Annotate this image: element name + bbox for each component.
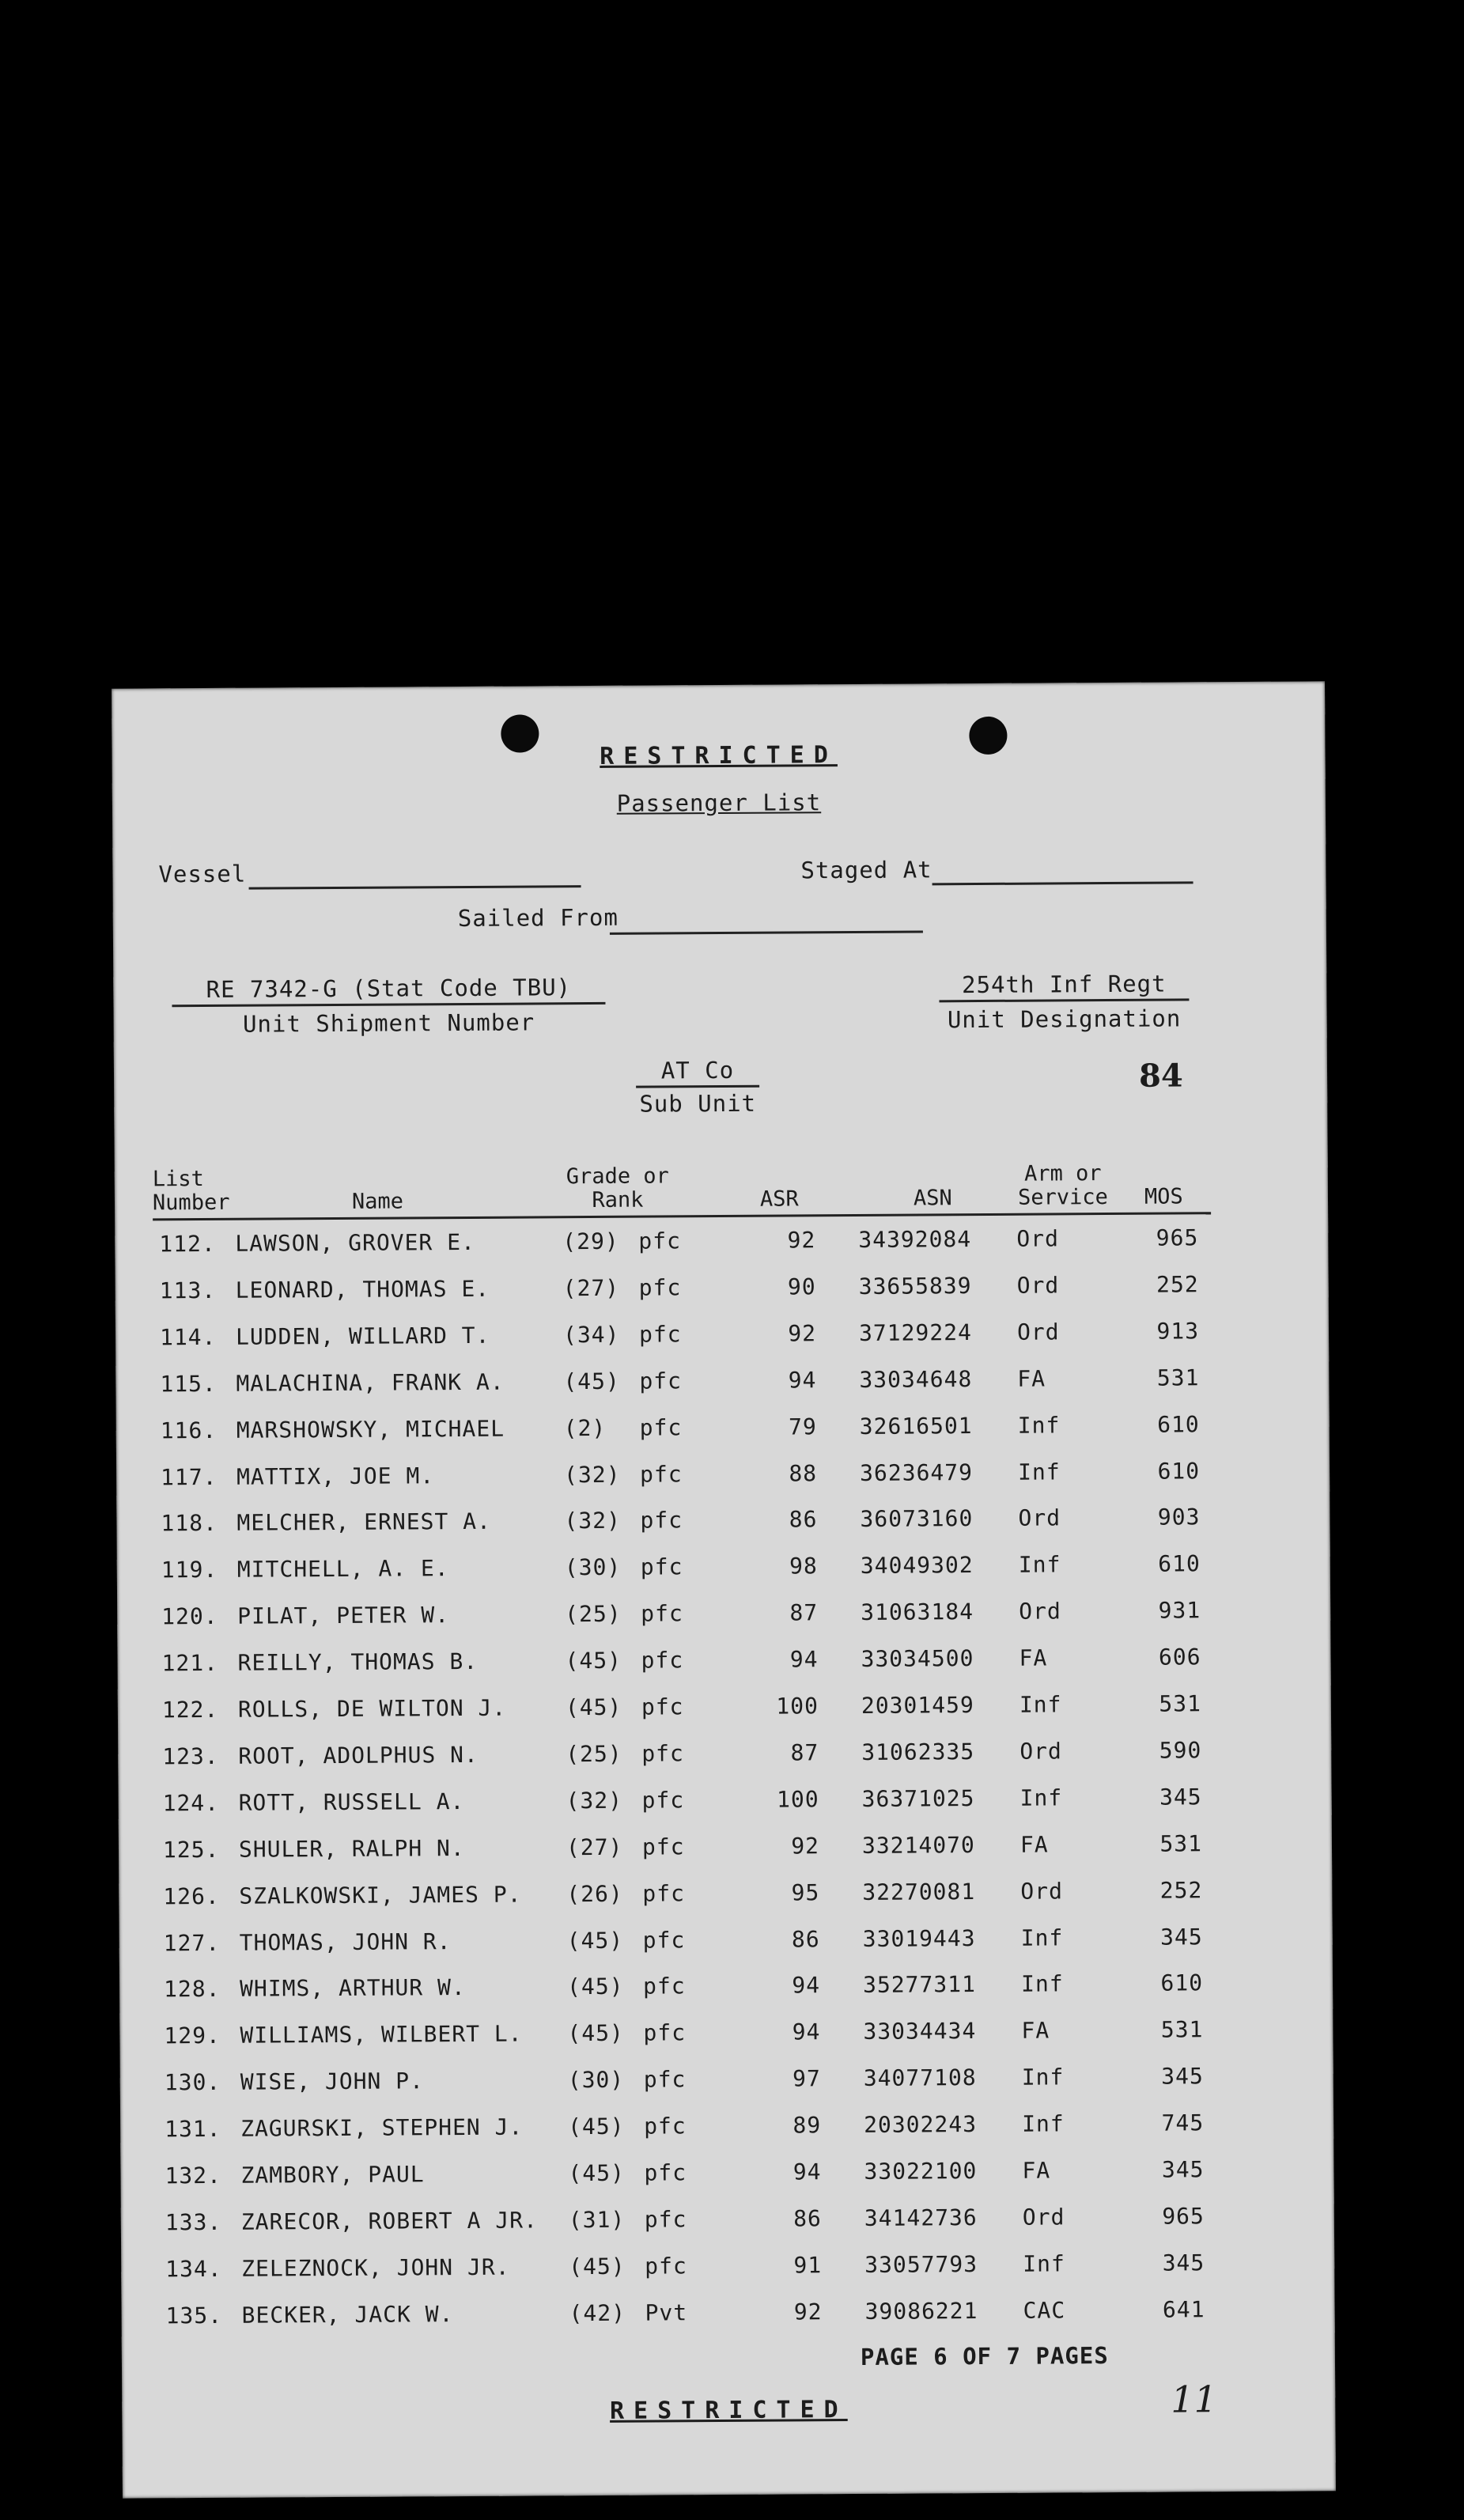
table-row	[117, 1550, 1330, 1603]
asn-cell: 34392084	[858, 1226, 972, 1253]
asr-cell: 98	[789, 1553, 818, 1580]
table-row	[119, 2016, 1333, 2069]
list-number-cell: 121.	[161, 1649, 219, 1677]
table-row	[115, 1270, 1329, 1323]
table-row	[119, 1829, 1332, 1882]
list-number-cell: 128.	[163, 1976, 221, 2003]
asr-cell: 94	[789, 1646, 819, 1673]
grade-code-cell: (45)	[569, 2253, 626, 2280]
col-asr: ASR	[759, 1186, 799, 1212]
asr-cell: 94	[793, 2159, 822, 2185]
mos-cell: 590	[1159, 1737, 1202, 1764]
grade-cell: pfc	[644, 2206, 687, 2233]
grade-code-cell: (45)	[565, 1693, 622, 1721]
shipment-number-line	[172, 1002, 605, 1007]
grade-code-cell: (32)	[564, 1508, 622, 1534]
classification-footer: RESTRICTED	[609, 2396, 848, 2425]
arm-cell: FA	[1022, 2157, 1051, 2184]
grade-code-cell: (31)	[568, 2206, 626, 2234]
name-cell: LEONARD, THOMAS E.	[235, 1275, 490, 1304]
name-cell: ZARECOR, ROBERT A JR.	[240, 2207, 538, 2235]
mos-cell: 903	[1157, 1504, 1201, 1531]
grade-cell: pfc	[638, 1321, 682, 1348]
grade-cell: pfc	[639, 1368, 683, 1394]
table-row	[121, 2295, 1334, 2348]
grade-code-cell: (27)	[566, 1833, 623, 1860]
list-number-cell: 129.	[164, 2022, 221, 2049]
passenger-table-body	[115, 1224, 1328, 2329]
asr-cell: 92	[791, 1832, 820, 1860]
asn-cell: 33019443	[862, 1924, 976, 1952]
arm-cell: Inf	[1019, 1691, 1062, 1718]
mos-cell: 345	[1162, 2249, 1205, 2276]
asr-cell: 92	[787, 1227, 816, 1254]
mos-cell: 641	[1162, 2295, 1205, 2323]
list-number-cell: 120.	[161, 1603, 218, 1630]
grade-cell: pfc	[640, 1553, 683, 1580]
col-list-number	[153, 1167, 255, 1216]
mos-cell: 345	[1160, 1923, 1203, 1951]
shipment-number-label: Unit Shipment Number	[242, 1008, 535, 1038]
name-cell: MATTIX, JOE M.	[236, 1462, 435, 1490]
asr-cell: 97	[792, 2065, 821, 2092]
asr-cell: 95	[791, 1879, 820, 1906]
grade-cell: pfc	[641, 1647, 684, 1674]
asr-cell: 90	[787, 1273, 816, 1300]
grade-cell: pfc	[642, 1879, 686, 1907]
grade-code-cell: (29)	[562, 1228, 619, 1255]
arm-cell: Ord	[1016, 1319, 1060, 1345]
table-row	[115, 1317, 1329, 1370]
name-cell: ROOT, ADOLPHUS N.	[238, 1741, 479, 1769]
name-cell: SZALKOWSKI, JAMES P.	[239, 1881, 522, 1909]
grade-cell: pfc	[641, 1833, 685, 1860]
list-number-cell: 117.	[161, 1463, 218, 1490]
mos-cell: 606	[1158, 1644, 1201, 1671]
grade-cell: pfc	[638, 1228, 681, 1254]
mos-cell: 345	[1161, 2156, 1205, 2183]
grade-code-cell: (25)	[566, 1740, 622, 1768]
arm-cell: Ord	[1020, 1738, 1062, 1765]
unit-designation-label: Unit Designation	[947, 1005, 1182, 1034]
list-number-cell: 135.	[165, 2302, 223, 2329]
list-number-cell: 124.	[162, 1789, 220, 1817]
handwritten-mark: 11	[1171, 2378, 1217, 2421]
staged-at-field-line	[932, 881, 1194, 885]
asn-cell: 33655839	[858, 1272, 972, 1300]
asn-cell: 33057793	[864, 2250, 978, 2278]
asr-cell: 94	[792, 2019, 821, 2045]
arm-cell: Inf	[1021, 2064, 1065, 2091]
list-number-cell: 127.	[163, 1929, 221, 1956]
grade-cell: Pvt	[645, 2299, 688, 2326]
list-number-cell: 126.	[163, 1882, 220, 1909]
grade-code-cell: (34)	[562, 1321, 620, 1349]
arm-cell: Ord	[1016, 1225, 1059, 1252]
name-cell: MELCHER, ERNEST A.	[236, 1508, 492, 1537]
page-indicator: PAGE 6 OF 7 PAGES	[860, 2342, 1109, 2371]
mos-cell: 931	[1158, 1597, 1201, 1624]
unit-designation-value: 254th Inf Regt	[962, 970, 1167, 999]
grade-code-cell: (45)	[563, 1368, 620, 1394]
arm-cell: Ord	[1018, 1504, 1061, 1532]
form-title: Passenger List	[616, 789, 822, 817]
asn-cell: 32616501	[859, 1412, 973, 1440]
grade-code-cell: (2)	[563, 1414, 607, 1441]
asr-cell: 92	[793, 2298, 823, 2325]
classification-header: RESTRICTED	[600, 741, 838, 770]
name-cell: WISE, JOHN P.	[240, 2068, 425, 2095]
list-number-cell: 112.	[159, 1230, 216, 1258]
list-number-cell: 122.	[161, 1696, 219, 1724]
table-row	[119, 1783, 1332, 1836]
list-number-cell: 131.	[165, 2115, 221, 2143]
grade-code-cell: (45)	[568, 2159, 626, 2187]
grade-cell: pfc	[645, 2253, 687, 2280]
asn-cell: 33022100	[864, 2158, 978, 2185]
mos-cell: 252	[1159, 1876, 1203, 1904]
grade-cell: pfc	[639, 1413, 683, 1441]
arm-cell: FA	[1021, 2017, 1050, 2045]
table-row	[115, 1364, 1329, 1417]
name-cell: ZAMBORY, PAUL	[240, 2161, 425, 2189]
sub-unit-label: Sub Unit	[639, 1089, 757, 1118]
asn-cell: 20301459	[861, 1692, 974, 1719]
list-number-cell: 118.	[161, 1510, 218, 1537]
asn-cell: 35277311	[862, 1971, 977, 1999]
arm-cell: Inf	[1022, 2110, 1065, 2137]
arm-cell: Ord	[1022, 2204, 1065, 2231]
name-cell: WILLIAMS, WILBERT L.	[240, 2020, 523, 2049]
mos-cell: 531	[1159, 1690, 1201, 1717]
asr-cell: 86	[791, 1925, 820, 1952]
name-cell: ZAGURSKI, STEPHEN J.	[240, 2113, 524, 2142]
name-cell: WHIMS, ARTHUR W.	[239, 1974, 466, 2003]
table-row	[117, 1597, 1330, 1650]
col-arm-label: Arm or Service	[1017, 1161, 1108, 1210]
grade-cell: pfc	[644, 2113, 687, 2140]
asn-cell: 37129224	[858, 1319, 972, 1346]
list-number-cell: 113.	[159, 1277, 217, 1304]
grade-cell: pfc	[638, 1274, 682, 1301]
asn-cell: 36371025	[861, 1784, 975, 1812]
mos-cell: 531	[1156, 1364, 1200, 1391]
table-row	[116, 1504, 1330, 1557]
table-row	[115, 1224, 1328, 1277]
asr-cell: 94	[792, 1972, 821, 1999]
col-grade-label: Grade or Rank	[566, 1164, 669, 1213]
grade-cell: pfc	[641, 1787, 685, 1814]
grade-code-cell: (45)	[566, 1927, 624, 1954]
grade-cell: pfc	[644, 2159, 687, 2186]
asn-cell: 34077108	[863, 2064, 977, 2092]
asn-cell: 33034434	[863, 2018, 977, 2045]
name-cell: PILAT, PETER W.	[237, 1602, 450, 1629]
grade-code-cell: (27)	[562, 1274, 620, 1302]
name-cell: ROTT, RUSSELL A.	[238, 1788, 465, 1816]
arm-cell: Inf	[1020, 1784, 1063, 1811]
list-number-cell: 123.	[162, 1742, 219, 1770]
grade-cell: pfc	[643, 2019, 687, 2046]
arm-cell: CAC	[1023, 2297, 1066, 2324]
list-number-cell: 130.	[164, 2069, 221, 2096]
list-number-cell: 133.	[165, 2208, 222, 2236]
col-list-number-label: List Number	[152, 1167, 230, 1216]
grade-code-cell: (45)	[566, 1973, 624, 2000]
list-number-cell: 134.	[165, 2255, 222, 2283]
list-number-cell: 115.	[160, 1370, 217, 1398]
name-cell: MARSHOWSKY, MICHAEL	[236, 1415, 505, 1444]
arm-cell: Inf	[1023, 2250, 1065, 2277]
name-cell: MALACHINA, FRANK A.	[236, 1368, 505, 1397]
arm-cell: Ord	[1020, 1877, 1064, 1905]
asn-cell: 33034500	[861, 1645, 974, 1673]
asn-cell: 33034648	[859, 1365, 973, 1393]
arm-cell: Ord	[1016, 1272, 1060, 1299]
asr-cell: 94	[788, 1366, 817, 1394]
asr-cell: 92	[788, 1320, 817, 1347]
list-number-cell: 114.	[159, 1323, 217, 1351]
asn-cell: 31063184	[861, 1599, 974, 1626]
grade-code-cell: (25)	[565, 1600, 622, 1628]
col-name: Name	[351, 1189, 404, 1214]
grade-cell: pfc	[641, 1600, 683, 1627]
name-cell: REILLY, THOMAS B.	[237, 1648, 479, 1676]
col-asn: ASN	[913, 1186, 952, 1211]
mos-cell: 252	[1156, 1271, 1199, 1298]
mos-cell: 913	[1156, 1318, 1200, 1345]
name-cell: ZELEZNOCK, JOHN JR.	[241, 2253, 510, 2282]
mos-cell: 610	[1157, 1457, 1201, 1485]
list-number-cell: 132.	[165, 2162, 222, 2189]
grade-cell: pfc	[641, 1693, 684, 1720]
asn-cell: 36073160	[860, 1505, 974, 1533]
name-cell: THOMAS, JOHN R.	[239, 1928, 452, 1956]
grade-cell: pfc	[640, 1460, 683, 1488]
list-number-cell: 119.	[161, 1557, 218, 1584]
grade-code-cell: (45)	[565, 1647, 622, 1674]
asr-cell: 89	[793, 2112, 822, 2139]
grade-cell: pfc	[641, 1740, 684, 1767]
table-row	[120, 2062, 1333, 2115]
arm-cell: FA	[1020, 1831, 1049, 1858]
mos-cell: 531	[1159, 1829, 1203, 1857]
mos-cell: 345	[1159, 1784, 1202, 1811]
name-cell: SHULER, RALPH N.	[238, 1834, 465, 1863]
document-page	[112, 681, 1336, 2498]
arm-cell: FA	[1019, 1644, 1048, 1671]
grade-code-cell: (42)	[569, 2299, 626, 2326]
name-cell: LUDDEN, WILLARD T.	[235, 1322, 490, 1350]
table-row	[119, 1969, 1333, 2022]
asr-cell: 79	[788, 1413, 817, 1440]
list-number-cell: 125.	[162, 1836, 220, 1864]
grade-code-cell: (26)	[566, 1880, 623, 1907]
list-number-cell: 116.	[160, 1417, 218, 1444]
vessel-field-line	[249, 885, 581, 890]
sub-unit-value: AT Co	[660, 1056, 735, 1084]
grade-code-cell: (32)	[566, 1787, 623, 1814]
grade-code-cell: (45)	[567, 2020, 624, 2047]
asn-cell: 33214070	[861, 1831, 975, 1859]
table-row	[116, 1457, 1330, 1510]
asr-cell: 87	[790, 1739, 819, 1766]
mos-cell: 531	[1160, 2016, 1204, 2043]
unit-designation-line	[939, 998, 1189, 1002]
arm-cell: Inf	[1020, 1970, 1064, 1998]
grade-code-cell: (45)	[568, 2113, 625, 2140]
shipment-number-value: RE 7342-G (Stat Code TBU)	[206, 974, 572, 1003]
asr-cell: 87	[789, 1599, 819, 1626]
grade-code-cell: (30)	[564, 1554, 622, 1581]
table-row	[116, 1410, 1330, 1463]
sailed-from-field-line	[610, 930, 923, 934]
grade-cell: pfc	[642, 1926, 686, 1954]
table-row	[119, 1923, 1333, 1976]
sailed-from-label: Sailed From	[457, 903, 619, 933]
grade-cell: pfc	[642, 1973, 686, 2000]
asr-cell: 86	[793, 2205, 822, 2232]
asn-cell: 36236479	[859, 1459, 974, 1486]
table-row	[117, 1643, 1330, 1696]
col-mos: MOS	[1144, 1184, 1183, 1209]
asr-cell: 100	[776, 1786, 819, 1813]
grade-cell: pfc	[643, 2066, 687, 2093]
asn-cell: 39086221	[864, 2297, 978, 2325]
asn-cell: 32270081	[862, 1878, 976, 1905]
table-row	[120, 2109, 1333, 2162]
asn-cell: 34049302	[860, 1552, 974, 1580]
name-cell: LAWSON, GROVER E.	[235, 1228, 475, 1257]
table-row	[120, 2155, 1333, 2208]
arm-cell: Ord	[1019, 1598, 1061, 1625]
table-row	[121, 2249, 1334, 2302]
table-row	[118, 1689, 1331, 1742]
grade-cell: pfc	[640, 1507, 683, 1534]
asr-cell: 91	[793, 2252, 823, 2279]
mos-cell: 345	[1161, 2063, 1204, 2090]
grade-code-cell: (32)	[564, 1461, 621, 1488]
vessel-label: Vessel	[158, 860, 247, 888]
asr-cell: 86	[789, 1506, 818, 1533]
mos-cell: 745	[1161, 2109, 1205, 2136]
asr-cell: 88	[789, 1459, 818, 1486]
table-row	[118, 1736, 1331, 1789]
staged-at-label: Staged At	[800, 856, 932, 884]
arm-cell: FA	[1017, 1365, 1046, 1392]
sub-unit-line	[636, 1085, 759, 1088]
name-cell: ROLLS, DE WILTON J.	[237, 1694, 507, 1723]
mos-cell: 965	[1162, 2203, 1205, 2230]
asn-cell: 20302243	[864, 2111, 978, 2139]
mos-cell: 965	[1156, 1224, 1199, 1251]
arm-cell: Inf	[1018, 1551, 1061, 1579]
asn-cell: 34142736	[864, 2204, 978, 2231]
asr-cell: 100	[776, 1693, 819, 1720]
arm-cell: Inf	[1020, 1924, 1064, 1951]
name-cell: MITCHELL, A. E.	[236, 1555, 449, 1584]
asn-cell: 31062335	[861, 1738, 975, 1765]
arm-cell: Inf	[1017, 1411, 1061, 1439]
mos-cell: 610	[1158, 1550, 1201, 1577]
col-arm	[1004, 1162, 1122, 1210]
table-row	[121, 2202, 1334, 2255]
header-underline	[153, 1212, 1211, 1220]
mos-cell: 610	[1160, 1969, 1204, 1997]
handwritten-number: 84	[1138, 1057, 1183, 1095]
col-grade	[547, 1164, 713, 1213]
mos-cell: 610	[1157, 1410, 1200, 1438]
grade-code-cell: (30)	[567, 2066, 625, 2094]
table-row	[119, 1876, 1332, 1929]
name-cell: BECKER, JACK W.	[241, 2300, 454, 2329]
arm-cell: Inf	[1017, 1458, 1061, 1485]
